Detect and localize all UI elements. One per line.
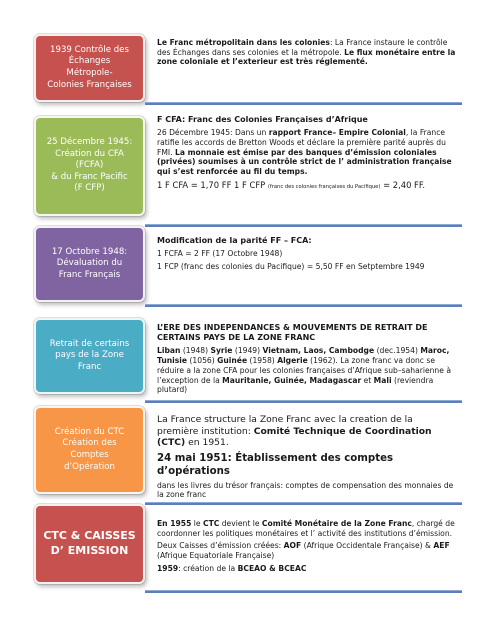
- section-text-1948: [157, 236, 457, 275]
- body-text: (1962). La zone franc va donc se réduire a la zone CFA pour les colonies françaises d’Afrique sub–saharienne à l’exception de la: [157, 356, 451, 385]
- section-divider: [145, 102, 462, 105]
- emphasis: Le flux monétaire entre la zone coloniale et l’exterieur est très réglementé.: [157, 47, 456, 67]
- section-divider: [145, 304, 462, 307]
- body-text: (1056): [187, 356, 218, 366]
- date-box-1955: [34, 504, 145, 584]
- body-text: La France structure la Zone Franc avec la creation de la première institution:: [157, 414, 413, 437]
- section-text-1945: [157, 115, 457, 194]
- country: Algerie: [277, 356, 308, 366]
- parity-text: 1 F CFA = 1,70 FF 1 F CFP: [157, 179, 268, 190]
- body-text: (1948): [180, 346, 211, 356]
- emphasis: 24 mai 1951: [157, 452, 228, 464]
- body-text: devient le: [219, 519, 262, 528]
- date-box-label: 1939 Contrôle des Échanges Métropole- Colonies Françaises: [47, 44, 132, 90]
- emphasis: AEF: [433, 541, 450, 551]
- section-heading: Modification de la parité FF – FCA:: [157, 236, 312, 245]
- date-box-1945: [34, 116, 145, 216]
- date-box-1939: [34, 34, 145, 102]
- section-text-retrait: [157, 323, 457, 398]
- section-text-ctc: [157, 414, 457, 503]
- country: Maroc, Tunisie: [157, 346, 450, 366]
- date-box-ctc: [34, 406, 145, 494]
- body-text: (Afrique Equatoriale Française): [157, 551, 275, 561]
- date-box-label: Retrait de certains pays de la Zone Franc: [49, 338, 130, 372]
- body-text: (reviendra plutard): [157, 375, 434, 395]
- section-divider: [145, 502, 462, 505]
- date-box-label: Création du CTC Création des Comptes d’Opération: [54, 426, 125, 472]
- section-heading: L’ERE DES INDEPENDANCES & MOUVEMENTS DE RETRAIT DE CERTAINS PAYS DE LA ZONE FRANC: [157, 323, 428, 343]
- emphasis: 1959: [157, 563, 179, 573]
- body-text: : création de la: [178, 563, 238, 573]
- body-text: , chargé de coordonner les politiques monétaires et l’ activité des institutions d’émission.: [157, 519, 455, 538]
- body-text: : La France instaure le contrôle des Échanges dans ses colonies et la métropole.: [157, 38, 448, 57]
- body-text: 26 Décembre 1945: Dans un: [157, 128, 269, 138]
- body-text: (1949): [232, 346, 263, 356]
- body-text: (dec.1954): [374, 346, 421, 356]
- body-text: 1 FCP (franc des colonies du Pacifique) = 5,50 FF en Setptembre 1949: [157, 261, 425, 271]
- country: Syrie: [210, 346, 233, 356]
- parity-note: (franc des colonies françaises du Pacifique): [267, 183, 381, 190]
- emphasis: Le Franc métropolitain dans les colonies: [157, 38, 330, 47]
- date-box-1948: [34, 226, 145, 302]
- emphasis: : Établissement des comptes d’opérations: [157, 452, 394, 477]
- date-box-label: 25 Décembre 1945: Création du CFA (FCFA) & du Franc Pacific (F CFP): [46, 137, 133, 194]
- date-box-retrait: [34, 318, 145, 394]
- parity-text: = 2,40 FF.: [380, 179, 426, 190]
- emphasis: AOF: [283, 541, 302, 551]
- section-text-1955: [157, 519, 457, 577]
- country: Guinée: [217, 356, 248, 366]
- body-text: , la France ratifie les accords de Bretton Woods et déclare la première parité auprès du FMI.: [157, 128, 446, 157]
- body-text: (1958): [247, 356, 278, 366]
- date-box-label: CTC & CAISSES D’ EMISSION: [43, 529, 136, 557]
- emphasis: BCEAO & BCEAC: [237, 563, 307, 573]
- body-text: et: [361, 375, 374, 385]
- emphasis: Comité Technique de Coordination (CTC): [157, 425, 432, 448]
- body-text: dans les livres du trésor français: comptes de compensation des monnaies de la zone franc: [157, 480, 454, 500]
- country: Mauritanie, Guinée, Madagascar: [222, 375, 362, 385]
- emphasis: La monnaie est émise par des banques d’émission coloniales (privées) soumises à un contrôle strict de l’ administration française qui s’est renforcée au fil du temps.: [157, 147, 452, 177]
- section-heading: F CFA: Franc des Colonies Françaises d’Afrique: [157, 115, 368, 124]
- emphasis: En 1955: [157, 519, 192, 528]
- emphasis: CTC: [203, 519, 220, 528]
- body-text: le: [191, 519, 203, 528]
- body-text: (Afrique Occidentale Française) &: [301, 541, 434, 551]
- section-text-1939: [157, 38, 457, 70]
- body-text: 1 FCFA = 2 FF (17 Octobre 1948): [157, 249, 283, 259]
- emphasis: rapport France– Empire Colonial: [268, 128, 406, 138]
- emphasis: Comité Monétaire de la Zone Franc: [261, 519, 412, 528]
- section-divider: [145, 400, 462, 403]
- country: Liban: [157, 346, 181, 356]
- date-box-label: 17 Octobre 1948: Dévaluation du Franc Français: [51, 246, 128, 280]
- country: Mali: [373, 375, 392, 385]
- body-text: en 1951.: [185, 437, 229, 448]
- body-text: Deux Caisses d’émission créées:: [157, 541, 284, 551]
- section-divider: [145, 224, 462, 227]
- country: Vietnam, Laos, Cambodge: [262, 346, 375, 356]
- section-divider: [145, 590, 462, 593]
